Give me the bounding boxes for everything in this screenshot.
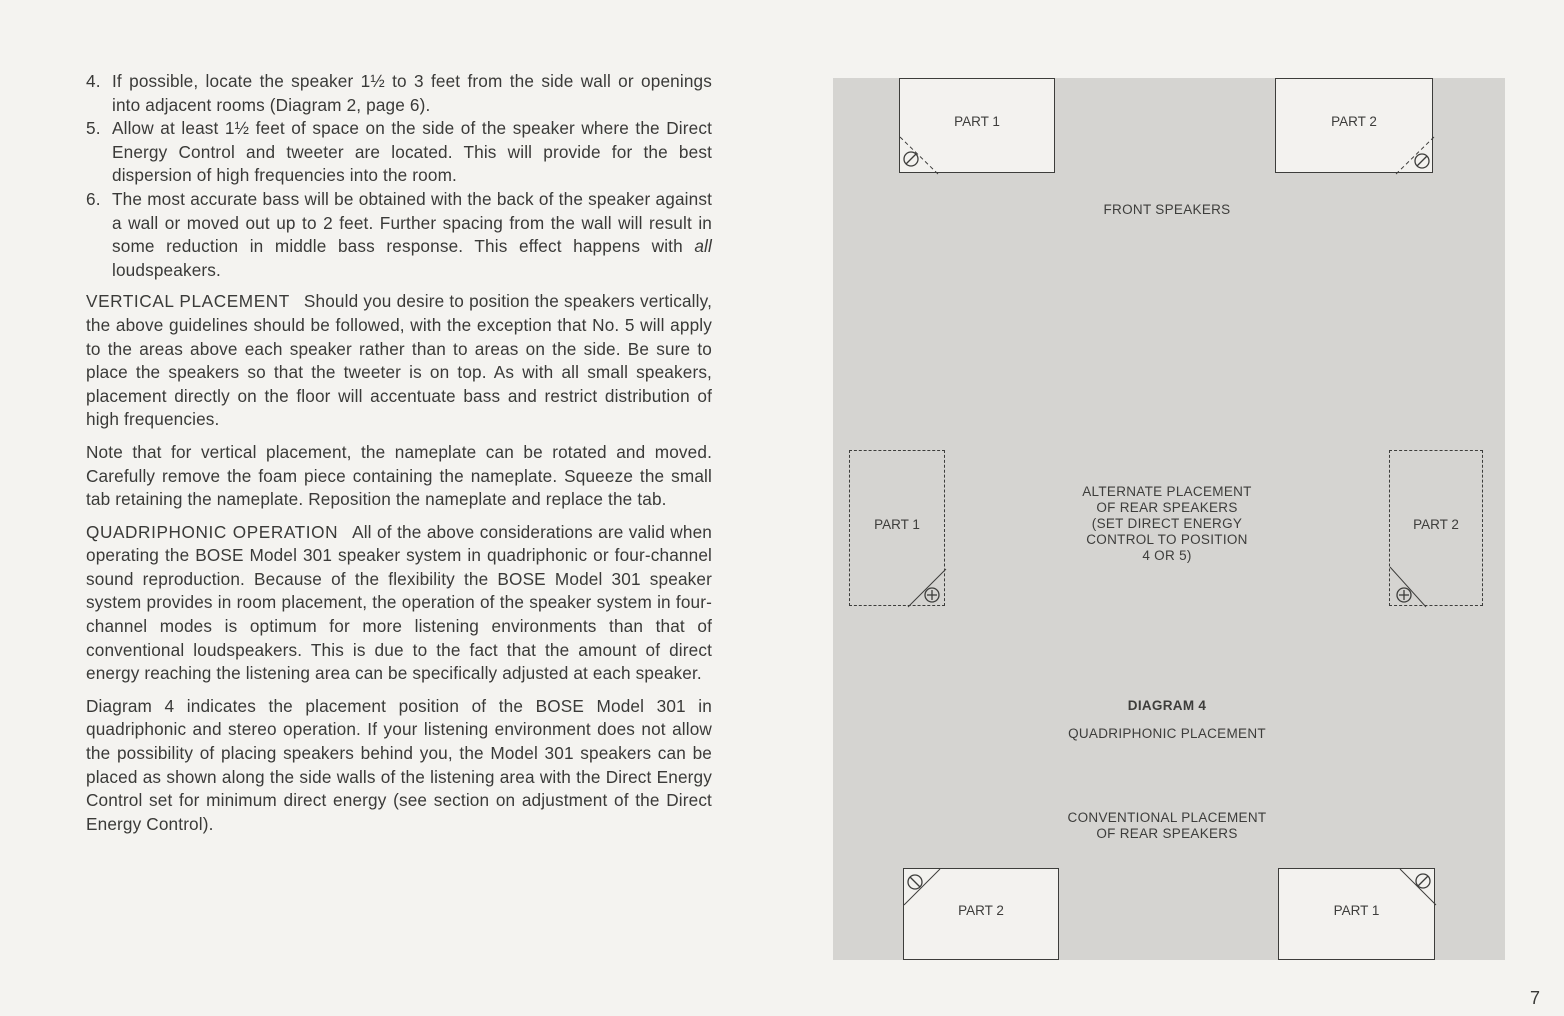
speaker-label: PART 1: [954, 114, 1000, 129]
list-item: [86, 188, 712, 282]
alternate-left-speaker: [849, 450, 945, 606]
list-item-number: 4.: [86, 71, 101, 91]
diagram-title: DIAGRAM 4: [1127, 698, 1207, 713]
list-item-text: Allow at least 1½ feet of space on the side of the speaker where the Direct Energy Control and tweeter are located. This will provide for the best dispersion of high frequencies into the room.: [112, 118, 712, 186]
list-item-emphasis: all: [694, 236, 712, 257]
list-item-text-end: loudspeakers.: [112, 259, 221, 280]
conventional-placement-caption: CONVENTIONAL PLACEMENT OF REAR SPEAKERS: [1067, 810, 1267, 841]
rear-right-speaker: [1278, 868, 1435, 960]
nameplate-note-paragraph: Note that for vertical placement, the nameplate can be rotated and moved. Carefully remove the foam piece containing the nameplate. Squeeze the small tab retaining the nameplate. Reposition the nameplate and replace the tab.: [86, 441, 712, 510]
diagram-4: [833, 78, 1505, 960]
quadriphonic-heading: QUADRIPHONIC OPERATION: [86, 521, 339, 542]
speaker-label: PART 2: [958, 902, 1004, 918]
list-item-number: 5.: [86, 118, 101, 139]
front-speakers-caption: FRONT SPEAKERS: [1103, 202, 1231, 217]
list-item: [86, 117, 712, 188]
alternate-right-speaker: [1389, 450, 1483, 606]
placement-guidelines-list: [86, 70, 712, 282]
tweeter-icon: [1279, 869, 1436, 961]
alternate-placement-caption: ALTERNATE PLACEMENT OF REAR SPEAKERS (SET DIRECT ENERGY CONTROL TO POSITION 4 OR 5): [1082, 484, 1252, 563]
speaker-label: PART 1: [1333, 902, 1380, 918]
front-right-speaker: [1275, 78, 1433, 173]
diagram-description-paragraph: Diagram 4 indicates the placement position of the BOSE Model 301 in quadriphonic and stereo operation. If your listening environment does not allow the possibility of placing speakers behind you, the Model 301 speakers can be placed as shown along the side walls of the listening area with the Direct Energy Control set for minimum direct energy (see section on adjustment of the Direct Energy Control).: [86, 695, 712, 834]
tweeter-icon: [1276, 79, 1434, 174]
vertical-placement-heading: VERTICAL PLACEMENT: [86, 291, 290, 312]
speaker-label: PART 2: [1331, 114, 1377, 129]
diagram-subtitle: QUADRIPHONIC PLACEMENT: [1068, 726, 1266, 741]
quadriphonic-paragraph: [86, 521, 712, 686]
tweeter-icon: [904, 869, 1060, 961]
list-item-number: 6.: [86, 188, 101, 209]
quadriphonic-text: All of the above considerations are valid when operating the BOSE Model 301 speaker system in quadriphonic or four-channel sound reproduction. Because of the flexibility the BOSE Model 301 speaker system provides in room placement, the operation of the speaker system in four-channel modes is optimum for more listening environments than that of conventional loudspeakers. This is due to the fact that the amount of direct energy reaching the listening area can be specifically adjusted at each speaker.: [86, 521, 712, 684]
list-item-text: If possible, locate the speaker 1½ to 3 feet from the side wall or openings into adjacent rooms (Diagram 2, page 6).: [112, 71, 712, 115]
front-left-speaker: [899, 78, 1055, 173]
vertical-placement-text: Should you desire to position the speakers vertically, the above guidelines should be followed, with the exception that No. 5 will apply to the areas above each speaker rather than to areas on the side. Be sure to place the speakers so that the tweeter is on top. As with all small speakers, placement directly on the floor will accentuate bass and restrict distribution of high frequencies.: [86, 291, 712, 430]
tweeter-icon: [850, 451, 946, 607]
tweeter-icon: [1390, 451, 1484, 607]
list-item-text: The most accurate bass will be obtained with the back of the speaker against a wall or moved out up to 2 feet. Further spacing from the wall will result in some reduction in middle bass response. This effect happens with: [112, 188, 712, 257]
vertical-placement-paragraph: [86, 290, 712, 432]
tweeter-icon: [900, 79, 1056, 174]
page-number: 7: [1530, 988, 1541, 1008]
speaker-label: PART 2: [1413, 516, 1459, 532]
rear-left-speaker: [903, 868, 1059, 960]
list-item: [86, 70, 712, 117]
speaker-label: PART 1: [874, 516, 920, 532]
text-column: [86, 70, 712, 845]
